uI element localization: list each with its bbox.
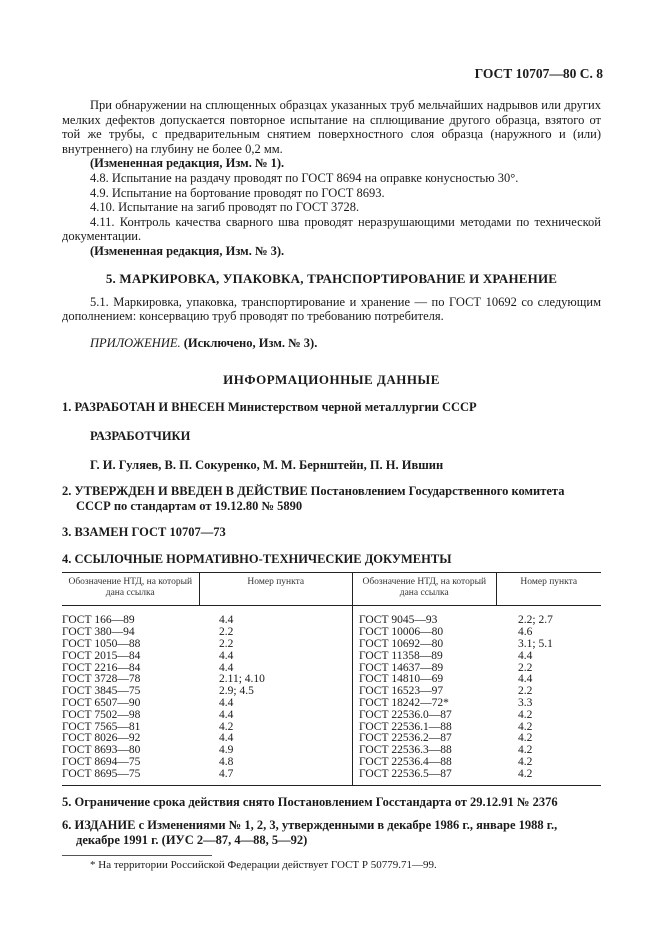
clause-4-10: 4.10. Испытание на загиб проводят по ГОСТ 3728. <box>90 200 360 215</box>
ref-doc-right: ГОСТ 11358—89 <box>353 651 497 663</box>
paragraph-flattening: При обнаружении на сплющенных образцах указанных труб мельчайших надрывов или других мелких дефектов допускается повторное испытание на сплющивание другого образца, взятого от той же трубы, с предварительным снятием поверхностного слоя образца (наружного и (или) внутреннего) на глубину не более 0,2 мм. <box>62 98 601 156</box>
ref-clause-right: 4.4 <box>518 673 533 686</box>
col-header-clause-left: Номер пункта <box>199 573 353 606</box>
ref-clause-left: 2.9; 4.5 <box>219 685 254 698</box>
ref-clause-right: 4.2 <box>518 708 533 721</box>
info-data-title: ИНФОРМАЦИОННЫЕ ДАННЫЕ <box>223 372 440 388</box>
ref-clause-left: 4.9 <box>219 744 234 757</box>
ref-clause-left: 4.4 <box>219 614 234 627</box>
section-5-title: 5. МАРКИРОВКА, УПАКОВКА, ТРАНСПОРТИРОВАНИЕ И ХРАНЕНИЕ <box>105 270 558 286</box>
developers-label: РАЗРАБОТЧИКИ <box>90 428 191 443</box>
info-item-1: 1. РАЗРАБОТАН И ВНЕСЕН Министерством черной металлургии СССР <box>62 400 477 415</box>
ref-clause-right: 2.2 <box>518 685 533 698</box>
developers-list: Г. И. Гуляев, В. П. Сокуренко, М. М. Бернштейн, П. Н. Ившин <box>90 457 444 472</box>
ref-clause-left: 4.4 <box>219 697 234 710</box>
ref-clause-left: 4.4 <box>219 732 234 745</box>
ref-clause-left: 2.2 <box>219 626 234 639</box>
ref-doc-right: ГОСТ 14637—89 <box>353 663 497 675</box>
ref-clause-left: 2.11; 4.10 <box>219 673 265 686</box>
ref-doc-left: ГОСТ 166—89 <box>62 614 135 627</box>
table-header-row <box>62 573 601 606</box>
ref-clause-right: 4.4 <box>518 649 533 662</box>
info-item-2: 2. УТВЕРЖДЕН И ВВЕДЕН В ДЕЙСТВИЕ Постановлением Государственного комитета СССР по стандартам от 19.12.80 № 5890 <box>62 484 565 513</box>
ref-doc-left: ГОСТ 6507—90 <box>62 697 141 710</box>
info-item-6: 6. ИЗДАНИЕ с Изменениями № 1, 2, 3, утвержденными в декабре 1986 г., январе 1988 г., декабре 1991 г. (ИУС 2—87, 4—88, 5—92) <box>62 818 558 847</box>
table-row <box>62 606 601 627</box>
clause-4-8: 4.8. Испытание на раздачу проводят по ГОСТ 8694 на оправке конусностью 30°. <box>90 170 519 185</box>
ref-clause-left: 4.8 <box>219 756 234 769</box>
ref-doc-right: ГОСТ 22536.2—87 <box>353 733 497 745</box>
ref-clause-right: 4.2 <box>518 744 533 757</box>
clause-5-1: 5.1. Маркировка, упаковка, транспортирование и хранение — по ГОСТ 10692 со следующим дополнением: консервацию труб проводят по требованию потребителя. <box>62 294 601 324</box>
footnote-divider <box>62 855 212 856</box>
ref-doc-left: ГОСТ 7502—98 <box>62 708 141 721</box>
ref-doc-right: ГОСТ 16523—97 <box>353 686 497 698</box>
ref-doc-right: ГОСТ 18242—72* <box>353 698 497 710</box>
table-row <box>62 651 601 663</box>
ref-doc-left: ГОСТ 2015—84 <box>62 649 141 662</box>
ref-clause-left: 4.7 <box>219 767 234 780</box>
ref-clause-right: 2.2; 2.7 <box>518 614 553 627</box>
info-item-4: 4. ССЫЛОЧНЫЕ НОРМАТИВНО-ТЕХНИЧЕСКИЕ ДОКУМЕНТЫ <box>62 551 452 566</box>
appendix-label: ПРИЛОЖЕНИЕ. <box>90 335 181 350</box>
ref-doc-right: ГОСТ 22536.3—88 <box>353 745 497 757</box>
col-header-clause-right: Номер пункта <box>496 573 601 606</box>
ref-doc-left: ГОСТ 380—94 <box>62 626 135 639</box>
info-item-5: 5. Ограничение срока действия снято Постановлением Госстандарта от 29.12.91 № 2376 <box>62 794 558 809</box>
ref-doc-right: ГОСТ 10006—80 <box>353 627 497 639</box>
ref-doc-right: ГОСТ 9045—93 <box>353 606 497 627</box>
info-item-3: 3. ВЗАМЕН ГОСТ 10707—73 <box>62 525 226 540</box>
ref-doc-left: ГОСТ 3845—75 <box>62 685 141 698</box>
ref-doc-right: ГОСТ 22536.4—88 <box>353 757 497 769</box>
col-header-doc-left: Обозначение НТД, на который дана ссылка <box>62 573 199 606</box>
ref-doc-left: ГОСТ 3728—78 <box>62 673 141 686</box>
col-header-doc-right: Обозначение НТД, на который дана ссылка <box>353 573 497 606</box>
ref-clause-left: 4.4 <box>219 649 234 662</box>
ref-doc-left: ГОСТ 8026—92 <box>62 732 141 745</box>
ref-clause-right: 4.6 <box>518 626 533 639</box>
amendment-note-1: (Измененная редакция, Изм. № 1). <box>90 156 285 171</box>
page-header: ГОСТ 10707—80 С. 8 <box>474 66 603 81</box>
ref-doc-right: ГОСТ 14810—69 <box>353 674 497 686</box>
ref-clause-right: 3.1; 5.1 <box>518 638 553 651</box>
ref-clause-right: 4.2 <box>518 720 533 733</box>
document-body <box>62 98 601 871</box>
ref-clause-left: 2.2 <box>219 638 234 651</box>
ref-doc-left: ГОСТ 2216—84 <box>62 661 141 674</box>
table-body <box>62 606 601 785</box>
ref-clause-right: 4.2 <box>518 732 533 745</box>
footnote: * На территории Российской Федерации действует ГОСТ Р 50779.71—99. <box>90 859 437 872</box>
ref-doc-right: ГОСТ 22536.1—88 <box>353 722 497 734</box>
ref-clause-right: 2.2 <box>518 661 533 674</box>
ref-doc-right: ГОСТ 22536.0—87 <box>353 710 497 722</box>
appendix-line <box>62 336 601 351</box>
amendment-note-3: (Измененная редакция, Изм. № 3). <box>90 243 285 258</box>
ref-doc-left: ГОСТ 1050—88 <box>62 638 141 651</box>
ref-clause-right: 3.3 <box>518 697 533 710</box>
ref-clause-right: 4.2 <box>518 767 533 780</box>
ref-clause-left: 4.2 <box>219 720 234 733</box>
ref-doc-left: ГОСТ 8694—75 <box>62 756 141 769</box>
clause-4-9: 4.9. Испытание на бортование проводят по ГОСТ 8693. <box>90 185 385 200</box>
references-table <box>62 572 601 785</box>
ref-doc-right: ГОСТ 10692—80 <box>353 639 497 651</box>
appendix-note: (Исключено, Изм. № 3). <box>180 335 318 350</box>
ref-doc-left: ГОСТ 8693—80 <box>62 744 141 757</box>
ref-doc-left: ГОСТ 7565—81 <box>62 720 141 733</box>
table-row <box>62 710 601 722</box>
clause-4-11: 4.11. Контроль качества сварного шва проводят неразрушающими методами по технической документации. <box>62 214 601 244</box>
ref-clause-right: 4.2 <box>518 756 533 769</box>
ref-doc-left: ГОСТ 8695—75 <box>62 767 141 780</box>
ref-clause-left: 4.4 <box>219 708 234 721</box>
table-row <box>62 769 601 785</box>
ref-clause-left: 4.4 <box>219 661 234 674</box>
ref-doc-right: ГОСТ 22536.5—87 <box>353 769 497 785</box>
